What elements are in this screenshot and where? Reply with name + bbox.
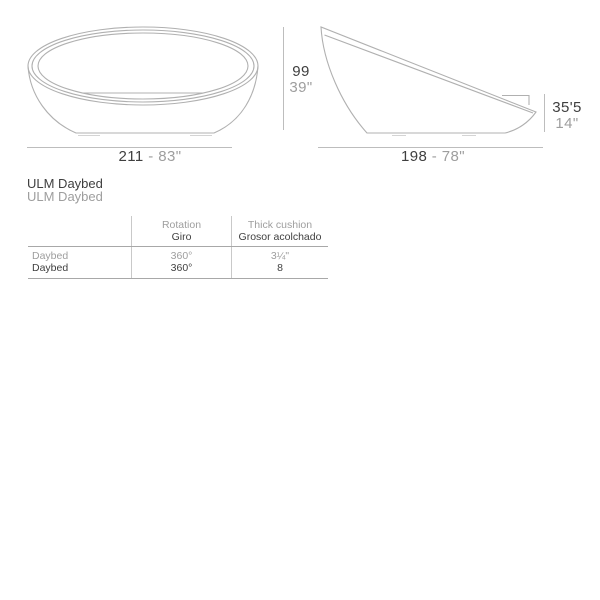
rim-inner-ellipse (38, 33, 248, 99)
row-product-es: Daybed (32, 261, 69, 274)
side-height-cm-label: 35'5 (552, 99, 582, 116)
header-rotation-en: Rotation (161, 219, 202, 231)
row-product-en: Daybed (32, 250, 69, 262)
row-rotation-es: 360° (170, 261, 193, 274)
side-width-separator: - (431, 148, 438, 165)
header-rotation-es: Giro (171, 230, 192, 243)
row-cushion-cm: 8 (277, 261, 283, 274)
side-width-cm: 198 (400, 148, 428, 165)
front-height-in-label: 39" (289, 79, 313, 96)
header-cushion-es: Grosor acolchado (238, 230, 322, 243)
table-header-row (28, 216, 328, 247)
front-width-in: 83" (158, 148, 182, 165)
rim-middle-ellipse (32, 30, 254, 102)
table-data-row (28, 247, 328, 278)
row-product-cell (28, 247, 131, 278)
front-width-label (60, 149, 240, 164)
side-width-in: 78" (441, 148, 465, 165)
header-cushion-en: Thick cushion (247, 219, 313, 231)
row-cushion-in: 3¼" (270, 250, 290, 262)
row-rotation-cell (131, 247, 231, 278)
side-view-drawing (321, 27, 536, 136)
front-width-separator: - (148, 148, 154, 165)
row-rotation-en: 360° (170, 250, 193, 262)
spec-table (28, 216, 328, 279)
front-width-cm: 211 (118, 148, 144, 165)
side-outline (321, 27, 536, 133)
product-title-primary: ULM Daybed (27, 176, 103, 191)
front-view-drawing (28, 27, 258, 136)
header-rotation-cell (131, 216, 231, 246)
side-height-in-label: 14" (555, 115, 579, 132)
rim-edge-line (325, 35, 534, 113)
header-cushion-cell (231, 216, 328, 246)
side-width-label (343, 149, 523, 164)
front-height-cm-label: 99 (292, 63, 310, 80)
header-product-cell (28, 216, 131, 246)
product-title-secondary: ULM Daybed (27, 189, 103, 204)
row-cushion-cell (231, 247, 328, 278)
